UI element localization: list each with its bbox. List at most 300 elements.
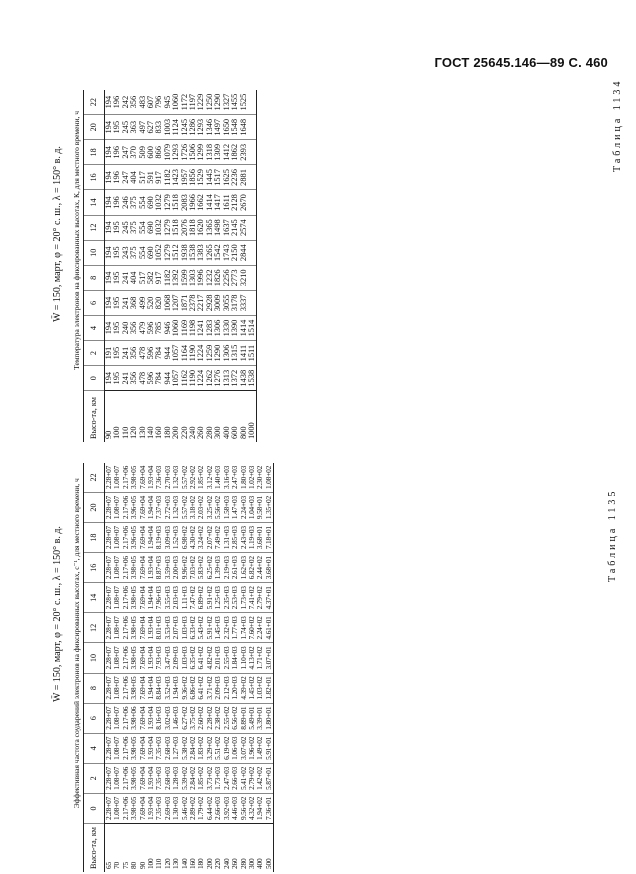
value-cell: 1417 bbox=[214, 190, 222, 215]
value-cell: 2.28+07 bbox=[105, 613, 114, 643]
value-cell: 520 bbox=[147, 290, 155, 315]
value-cell: 591 bbox=[147, 165, 155, 190]
value-cell: 820 bbox=[155, 290, 163, 315]
value-cell: 1299 bbox=[197, 140, 205, 165]
value-cell: 194 bbox=[105, 215, 114, 240]
value-cell: 3.09+03 bbox=[164, 523, 172, 553]
table-row bbox=[122, 90, 130, 442]
value-cell: 3.98+06 bbox=[130, 703, 138, 733]
value-cell: 3.98+05 bbox=[130, 733, 138, 763]
hour-header: 12 bbox=[84, 215, 105, 240]
value-cell bbox=[248, 165, 257, 190]
value-cell: 1068 bbox=[164, 290, 172, 315]
altitude-cell: 70 bbox=[113, 824, 121, 872]
hour-header: 4 bbox=[84, 315, 105, 340]
altitude-cell: 90 bbox=[139, 824, 147, 872]
altitude-cell: 280 bbox=[206, 391, 214, 442]
value-cell: 1.11+03 bbox=[181, 583, 189, 613]
value-cell: 3.98+05 bbox=[130, 673, 138, 703]
value-cell: 3337 bbox=[240, 290, 248, 315]
value-cell: 1309 bbox=[214, 140, 222, 165]
value-cell: 363 bbox=[130, 115, 138, 140]
value-cell: 2.17+06 bbox=[120, 465, 130, 489]
altitude-cell: 200 bbox=[206, 824, 214, 872]
value-cell: 2.35+03 bbox=[223, 583, 231, 613]
value-cell: 2.61+03 bbox=[231, 553, 239, 583]
value-cell: 1276 bbox=[214, 366, 222, 391]
altitude-cell: 65 bbox=[105, 824, 114, 872]
value-cell: 2.28+07 bbox=[105, 763, 114, 793]
value-cell: 2.92+02 bbox=[188, 465, 198, 489]
value-cell: 1182 bbox=[164, 265, 172, 290]
value-cell: 944 bbox=[164, 341, 172, 366]
alt-header-spacer bbox=[72, 391, 84, 442]
value-cell: 1.35+02 bbox=[265, 492, 274, 522]
value-cell: 1.77+03 bbox=[231, 613, 239, 643]
value-cell: 1743 bbox=[223, 240, 231, 265]
value-cell: 3.39+01 bbox=[256, 703, 264, 733]
value-cell: 5.49+01 bbox=[248, 703, 256, 733]
value-cell: 1.08+07 bbox=[113, 733, 121, 763]
value-cell: 554 bbox=[139, 215, 147, 240]
value-cell: 404 bbox=[130, 165, 138, 190]
value-cell: 1346 bbox=[206, 115, 214, 140]
value-cell: 2.28+07 bbox=[105, 523, 114, 553]
value-cell: 3.53+03 bbox=[164, 613, 172, 643]
hour-header: 6 bbox=[84, 703, 105, 733]
value-cell: 1538 bbox=[189, 240, 197, 265]
value-cell: 1611 bbox=[223, 190, 231, 215]
value-cell bbox=[248, 115, 257, 140]
value-cell: 245 bbox=[122, 115, 130, 140]
value-cell: 1.79+02 bbox=[197, 793, 205, 823]
value-cell: 2.17+06 bbox=[122, 492, 130, 522]
value-cell: 7.60+02 bbox=[248, 613, 256, 643]
altitude-cell: 400 bbox=[256, 824, 264, 872]
value-cell: 1438 bbox=[240, 366, 248, 391]
value-cell: 1.93+04 bbox=[147, 733, 155, 763]
value-cell: 1.46+03 bbox=[172, 703, 180, 733]
value-cell: 191 bbox=[105, 341, 114, 366]
value-cell: 2.24+02 bbox=[256, 613, 264, 643]
value-cell: 1637 bbox=[223, 215, 231, 240]
value-cell: 1.08+07 bbox=[113, 673, 121, 703]
value-cell: 833 bbox=[155, 115, 163, 140]
hour-header: 22 bbox=[84, 463, 105, 493]
altitude-cell: 130 bbox=[139, 391, 147, 442]
value-cell: 3.92+03 bbox=[223, 793, 231, 823]
value-cell: 2.17+06 bbox=[122, 733, 130, 763]
value-cell: 2.28+07 bbox=[105, 553, 114, 583]
value-cell: 5.43+02 bbox=[197, 613, 205, 643]
value-cell: 690 bbox=[147, 240, 155, 265]
altitude-cell: 280 bbox=[240, 824, 248, 872]
value-cell: 6.41+02 bbox=[197, 673, 205, 703]
value-cell: 945 bbox=[162, 95, 172, 109]
value-cell: 690 bbox=[147, 190, 155, 215]
value-cell: 1279 bbox=[164, 215, 172, 240]
value-cell: 8.87+03 bbox=[155, 553, 163, 583]
value-cell: 1525 bbox=[238, 93, 248, 111]
table-number: Таблица 1135 bbox=[607, 488, 618, 582]
value-cell: 240 bbox=[122, 315, 130, 340]
value-cell: 195 bbox=[113, 215, 121, 240]
value-cell: 1.08+07 bbox=[113, 553, 121, 583]
value-cell: 2670 bbox=[240, 190, 248, 215]
value-cell: 1057 bbox=[172, 366, 180, 391]
value-cell: 2.38+02 bbox=[214, 703, 222, 733]
value-cell: 1.19+03 bbox=[248, 523, 256, 553]
value-cell: 582 bbox=[147, 265, 155, 290]
value-cell: 2.70+03 bbox=[162, 465, 172, 489]
value-cell: 2217 bbox=[197, 290, 205, 315]
value-cell: 5.56+02 bbox=[214, 492, 222, 522]
value-cell: 2844 bbox=[240, 240, 248, 265]
value-cell: 1.71+02 bbox=[256, 643, 264, 673]
altitude-cell: 220 bbox=[214, 824, 222, 872]
value-cell: 1.94+04 bbox=[147, 673, 155, 703]
value-cell: 241 bbox=[122, 290, 130, 315]
value-cell: 1548 bbox=[231, 115, 239, 140]
value-cell: 1818 bbox=[189, 215, 197, 240]
hour-header: 16 bbox=[84, 553, 105, 583]
value-cell: 1032 bbox=[155, 215, 163, 240]
value-cell: 3.24+02 bbox=[197, 523, 205, 553]
value-cell: 5.46+02 bbox=[181, 793, 189, 823]
hour-header: 10 bbox=[84, 643, 105, 673]
value-cell: 7.36+01 bbox=[265, 793, 274, 823]
value-cell: 6.25+02 bbox=[206, 553, 214, 583]
value-cell: 1423 bbox=[172, 165, 180, 190]
value-cell: 2.60+02 bbox=[197, 703, 205, 733]
value-cell: 2.28+07 bbox=[105, 673, 114, 703]
altitude-cell: 180 bbox=[164, 391, 172, 442]
value-cell: 3.59+03 bbox=[164, 553, 172, 583]
table-row bbox=[197, 90, 205, 442]
value-cell: 3.07+01 bbox=[265, 643, 274, 673]
value-cell: 1.94+04 bbox=[147, 523, 155, 553]
value-cell: 1411 bbox=[240, 341, 248, 366]
value-cell: 1124 bbox=[172, 115, 180, 140]
value-cell: 1279 bbox=[164, 240, 172, 265]
value-cell: 1.03+03 bbox=[181, 643, 189, 673]
value-cell: 1.74+03 bbox=[240, 613, 248, 643]
value-cell bbox=[248, 215, 257, 240]
altitude-cell: 140 bbox=[181, 824, 189, 872]
altitude-cell: 600 bbox=[231, 391, 239, 442]
value-cell: 1.52+03 bbox=[172, 523, 180, 553]
value-cell: 3.71+02 bbox=[206, 673, 214, 703]
value-cell: 195 bbox=[113, 366, 121, 391]
value-cell: 5.83+02 bbox=[197, 553, 205, 583]
value-cell: 1.08+07 bbox=[112, 465, 122, 489]
value-cell: 1650 bbox=[223, 115, 231, 140]
value-cell: 1542 bbox=[214, 240, 222, 265]
value-cell: 600 bbox=[147, 140, 155, 165]
value-cell: 2.66+03 bbox=[231, 763, 239, 793]
altitude-cell: 75 bbox=[122, 824, 130, 872]
value-cell: 5.57+02 bbox=[179, 465, 189, 489]
value-cell: 1.31+03 bbox=[223, 523, 231, 553]
value-cell: 517 bbox=[139, 165, 147, 190]
table-row bbox=[231, 90, 239, 442]
value-cell: 1662 bbox=[197, 190, 205, 215]
value-cell: 1279 bbox=[164, 190, 172, 215]
value-cell: 5.91+01 bbox=[265, 733, 274, 763]
value-cell: 2.55+03 bbox=[223, 643, 231, 673]
value-cell: 196 bbox=[113, 140, 121, 165]
altitude-cell: 240 bbox=[223, 824, 231, 872]
value-cell: 1.03+02 bbox=[256, 673, 264, 703]
value-cell: 2.28+02 bbox=[206, 703, 214, 733]
altitude-cell: 90 bbox=[105, 391, 114, 442]
value-cell: 2.68+03 bbox=[164, 763, 172, 793]
value-cell: 1293 bbox=[172, 140, 180, 165]
hour-header: 4 bbox=[84, 733, 105, 763]
value-cell: 194 bbox=[105, 240, 114, 265]
altitude-cell: 130 bbox=[172, 824, 180, 872]
altitude-cell: 260 bbox=[197, 391, 205, 442]
value-cell: 1052 bbox=[155, 240, 163, 265]
value-cell: 2.01+03 bbox=[214, 643, 222, 673]
value-cell: 6.27+02 bbox=[181, 703, 189, 733]
value-cell: 1245 bbox=[181, 115, 189, 140]
value-cell: 1957 bbox=[181, 165, 189, 190]
altitude-header: Высо-та, км bbox=[84, 391, 105, 442]
table-row bbox=[164, 90, 172, 442]
value-cell: 241 bbox=[122, 366, 130, 391]
value-cell: 1.73+03 bbox=[214, 763, 222, 793]
value-cell: 6.41+02 bbox=[197, 643, 205, 673]
value-cell: 1.85+02 bbox=[197, 763, 205, 793]
value-cell: 1303 bbox=[189, 265, 197, 290]
table-row bbox=[155, 90, 163, 442]
value-cell: 195 bbox=[113, 290, 121, 315]
value-cell: 1.45+02 bbox=[248, 673, 256, 703]
value-cell: 196 bbox=[113, 190, 121, 215]
value-cell: 8.19+03 bbox=[155, 523, 163, 553]
value-cell: 1.02+03 bbox=[246, 465, 256, 489]
value-cell: 3.12+02 bbox=[204, 465, 214, 489]
value-cell: 1625 bbox=[223, 165, 231, 190]
value-cell: 7.03+02 bbox=[189, 553, 197, 583]
value-cell: 1.49+02 bbox=[256, 733, 264, 763]
value-cell: 3.98+05 bbox=[130, 643, 138, 673]
value-cell: 2.44+02 bbox=[256, 553, 264, 583]
value-cell: 1306 bbox=[223, 341, 231, 366]
value-cell: 1.83+02 bbox=[197, 733, 205, 763]
value-cell: 4.82+02 bbox=[206, 643, 214, 673]
value-cell: 6.98+02 bbox=[181, 523, 189, 553]
value-cell: 1.08+07 bbox=[113, 583, 121, 613]
altitude-cell: 110 bbox=[155, 824, 163, 872]
value-cell: 596 bbox=[147, 315, 155, 340]
value-cell: 2.53+03 bbox=[231, 583, 239, 613]
value-cell: 2.43+03 bbox=[240, 523, 248, 553]
value-cell: 1871 bbox=[181, 290, 189, 315]
value-cell: 3.68+01 bbox=[265, 553, 274, 583]
value-cell: 2.24+03 bbox=[240, 492, 248, 522]
value-cell: 2.28+07 bbox=[105, 583, 114, 613]
value-cell: 1.93+04 bbox=[146, 465, 156, 489]
value-cell: 1190 bbox=[189, 366, 197, 391]
hour-header: 0 bbox=[84, 366, 105, 391]
value-cell: 2.68+03 bbox=[164, 733, 172, 763]
altitude-cell: 240 bbox=[189, 391, 197, 442]
value-cell: 509 bbox=[139, 140, 147, 165]
value-cell: 2773 bbox=[231, 265, 239, 290]
value-cell: 7.96+03 bbox=[155, 583, 163, 613]
value-cell: 1.93+04 bbox=[147, 763, 155, 793]
value-cell: 517 bbox=[139, 265, 147, 290]
table-row bbox=[240, 90, 248, 442]
value-cell: 1.45+03 bbox=[214, 613, 222, 643]
value-cell: 7.36+03 bbox=[154, 465, 164, 489]
value-cell: 1283 bbox=[206, 315, 214, 340]
value-cell: 1164 bbox=[181, 341, 189, 366]
value-cell: 6.89+02 bbox=[197, 583, 205, 613]
table-row bbox=[265, 463, 274, 872]
value-cell: 7.35+03 bbox=[155, 793, 163, 823]
value-cell: 245 bbox=[122, 215, 130, 240]
value-cell: 3.98+05 bbox=[130, 553, 138, 583]
value-cell: 1.58+03 bbox=[223, 492, 231, 522]
hour-header: 16 bbox=[84, 165, 105, 190]
altitude-cell: 200 bbox=[172, 391, 180, 442]
value-cell: 246 bbox=[122, 190, 130, 215]
value-cell: 4.46+03 bbox=[231, 793, 239, 823]
value-cell: 1060 bbox=[171, 93, 181, 111]
value-cell: 1.27+03 bbox=[172, 733, 180, 763]
value-cell: 1414 bbox=[206, 190, 214, 215]
value-cell: 1.08+07 bbox=[113, 492, 121, 522]
value-cell: 1224 bbox=[197, 366, 205, 391]
value-cell: 7.69+04 bbox=[139, 583, 147, 613]
value-cell: 784 bbox=[155, 341, 163, 366]
value-cell: 1518 bbox=[172, 215, 180, 240]
value-cell: 1862 bbox=[231, 140, 239, 165]
value-cell: 1599 bbox=[181, 265, 189, 290]
value-cell: 1.32+03 bbox=[172, 492, 180, 522]
value-cell: 1169 bbox=[181, 315, 189, 340]
value-cell: 2256 bbox=[223, 265, 231, 290]
value-cell: 1.08+07 bbox=[113, 643, 121, 673]
altitude-cell: 110 bbox=[122, 391, 130, 442]
value-cell: 7.69+04 bbox=[139, 793, 147, 823]
value-cell: 2.17+06 bbox=[122, 703, 130, 733]
value-cell: 1.08+07 bbox=[113, 703, 121, 733]
value-cell: 1232 bbox=[206, 265, 214, 290]
value-cell: 1445 bbox=[206, 165, 214, 190]
value-cell: 1726 bbox=[181, 140, 189, 165]
value-cell: 1383 bbox=[197, 240, 205, 265]
value-cell bbox=[248, 190, 257, 215]
hour-header: 8 bbox=[84, 265, 105, 290]
value-cell: 241 bbox=[122, 265, 130, 290]
table-row bbox=[172, 90, 180, 442]
value-cell: 784 bbox=[155, 366, 163, 391]
value-cell: 7.41+02 bbox=[248, 583, 256, 613]
value-cell: 2128 bbox=[231, 190, 239, 215]
value-cell: 194 bbox=[105, 265, 114, 290]
value-cell: 690 bbox=[147, 215, 155, 240]
value-cell: 1327 bbox=[221, 93, 231, 111]
value-cell: 3.98+05 bbox=[130, 793, 138, 823]
value-cell: 1330 bbox=[223, 315, 231, 340]
value-cell: 2.72+03 bbox=[164, 492, 172, 522]
value-cell: 2.17+06 bbox=[122, 793, 130, 823]
value-cell: 8.84+03 bbox=[155, 673, 163, 703]
value-cell: 866 bbox=[155, 140, 163, 165]
value-cell: 242 bbox=[120, 95, 130, 109]
value-cell: 1.08+02 bbox=[265, 463, 274, 493]
value-cell: 7.69+04 bbox=[139, 492, 147, 522]
hour-header: 8 bbox=[84, 673, 105, 703]
value-cell: 2378 bbox=[189, 290, 197, 315]
value-cell: 9.36+02 bbox=[181, 673, 189, 703]
value-cell: 2.28+07 bbox=[105, 643, 114, 673]
value-cell: 4.13+02 bbox=[248, 643, 256, 673]
value-cell: 1.82+01 bbox=[265, 673, 274, 703]
value-cell: 1518 bbox=[172, 190, 180, 215]
value-cell: 3.75+02 bbox=[189, 703, 197, 733]
value-cell: 1.08+07 bbox=[113, 523, 121, 553]
value-cell: 1455 bbox=[230, 93, 240, 111]
value-cell: 3.96+05 bbox=[130, 492, 138, 522]
table-caption: W̄ = 150, март, φ = 20° с. ш., λ = 150° в. д. bbox=[52, 146, 63, 322]
value-cell: 8.16+03 bbox=[155, 703, 163, 733]
value-cell: 8.89+01 bbox=[240, 703, 248, 733]
value-cell: 478 bbox=[139, 341, 147, 366]
value-cell: 2.79+02 bbox=[248, 763, 256, 793]
value-cell: 356 bbox=[130, 315, 138, 340]
altitude-cell: 260 bbox=[231, 824, 239, 872]
table-row bbox=[130, 90, 138, 442]
altitude-cell: 220 bbox=[181, 391, 189, 442]
value-cell: 1856 bbox=[189, 165, 197, 190]
value-cell: 247 bbox=[122, 140, 130, 165]
value-cell: 1.93+04 bbox=[147, 553, 155, 583]
value-cell: 1.03+03 bbox=[181, 613, 189, 643]
value-cell: 356 bbox=[130, 341, 138, 366]
value-cell: 3.68+01 bbox=[256, 523, 264, 553]
value-cell: 2.17+06 bbox=[122, 673, 130, 703]
value-cell: 5.91+02 bbox=[206, 583, 214, 613]
value-cell: 2.89+02 bbox=[189, 793, 197, 823]
value-cell: 1.62+03 bbox=[240, 553, 248, 583]
hour-header: 20 bbox=[84, 492, 105, 522]
value-cell: 194 bbox=[105, 140, 114, 165]
value-cell: 1313 bbox=[223, 366, 231, 391]
value-cell: 944 bbox=[164, 366, 172, 391]
value-cell: 1290 bbox=[213, 93, 223, 111]
value-cell: 554 bbox=[139, 190, 147, 215]
altitude-header: Высо-та, км bbox=[84, 824, 105, 872]
value-cell: 7.35+03 bbox=[155, 733, 163, 763]
value-cell: 4.61+01 bbox=[265, 613, 274, 643]
value-cell: 2.17+06 bbox=[122, 523, 130, 553]
value-cell: 2.17+06 bbox=[122, 583, 130, 613]
value-cell: 2.03+02 bbox=[197, 492, 205, 522]
value-cell: 2.66+03 bbox=[214, 793, 222, 823]
value-cell: 6.33+02 bbox=[189, 613, 197, 643]
value-cell: 1497 bbox=[214, 115, 222, 140]
value-cell: 1.93+04 bbox=[147, 793, 155, 823]
hour-header: 6 bbox=[84, 290, 105, 315]
value-cell: 1.94+04 bbox=[147, 583, 155, 613]
value-cell: 4.37+01 bbox=[265, 583, 274, 613]
value-cell: 4.32+02 bbox=[248, 793, 256, 823]
